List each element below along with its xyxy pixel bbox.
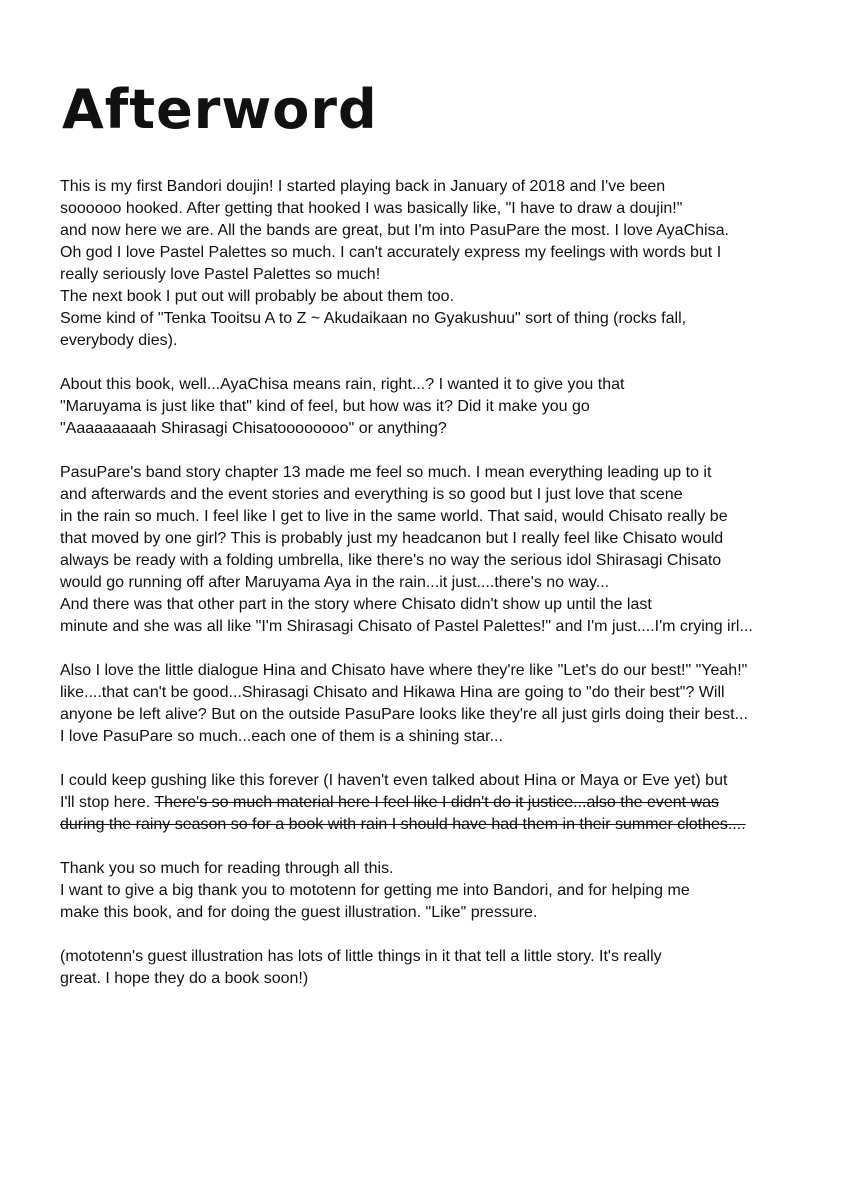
paragraph-gushing xyxy=(60,770,830,836)
text-line: PasuPare's band story chapter 13 made me feel so much. I mean everything leading up to it xyxy=(60,464,712,481)
struck-text-line: during the rainy season so for a book with rain I should have had them in their summer clothes.... xyxy=(60,816,746,833)
struck-text: There's so much material here I feel like I didn't do it justice...also the event was xyxy=(154,794,719,811)
text-line: I love PasuPare so much...each one of them is a shining star... xyxy=(60,728,503,745)
paragraph-thanks xyxy=(60,858,830,924)
text-line: and afterwards and the event stories and everything is so good but I just love that scene xyxy=(60,486,683,503)
text-line: in the rain so much. I feel like I get to live in the same world. That said, would Chisato really be xyxy=(60,508,728,525)
text-line: and now here we are. All the bands are great, but I'm into PasuPare the most. I love AyaChisa. xyxy=(60,222,729,239)
text-line: anyone be left alive? But on the outside PasuPare looks like they're all just girls doing their best... xyxy=(60,706,748,723)
text-line: (mototenn's guest illustration has lots of little things in it that tell a little story. It's really xyxy=(60,948,662,965)
text-line: "Aaaaaaaaah Shirasagi Chisatoooooooo" or anything? xyxy=(60,420,447,437)
text-line: Oh god I love Pastel Palettes so much. I can't accurately express my feelings with words but I xyxy=(60,244,722,261)
text-line: This is my first Bandori doujin! I started playing back in January of 2018 and I've been xyxy=(60,178,666,195)
paragraph-dialogue xyxy=(60,660,830,748)
paragraph-intro xyxy=(60,176,830,352)
paragraph-about-book xyxy=(60,374,830,440)
text-line: I could keep gushing like this forever (I haven't even talked about Hina or Maya or Eve yet) but xyxy=(60,772,728,789)
text-line: Some kind of "Tenka Tooitsu A to Z ~ Akudaikaan no Gyakushuu" sort of thing (rocks fall, xyxy=(60,310,687,327)
text-line: make this book, and for doing the guest illustration. "Like" pressure. xyxy=(60,904,538,921)
text-line: And there was that other part in the story where Chisato didn't show up until the last xyxy=(60,596,652,613)
text-segment: I'll stop here. xyxy=(60,794,151,811)
text-line: "Maruyama is just like that" kind of feel, but how was it? Did it make you go xyxy=(60,398,590,415)
text-line: Also I love the little dialogue Hina and Chisato have where they're like "Let's do our best!" "Yeah!" xyxy=(60,662,748,679)
text-line: I want to give a big thank you to mototenn for getting me into Bandori, and for helping me xyxy=(60,882,690,899)
page-title: Afterword xyxy=(62,78,378,141)
text-line-mixed xyxy=(60,792,830,814)
paragraph-guest-illustration xyxy=(60,946,830,990)
text-line: everybody dies). xyxy=(60,332,178,349)
text-line: About this book, well...AyaChisa means rain, right...? I wanted it to give you that xyxy=(60,376,625,393)
text-line: like....that can't be good...Shirasagi Chisato and Hikawa Hina are going to "do their best"? Will xyxy=(60,684,725,701)
text-line: soooooo hooked. After getting that hooked I was basically like, "I have to draw a doujin!" xyxy=(60,200,683,217)
text-line: Thank you so much for reading through all this. xyxy=(60,860,394,877)
text-line: really seriously love Pastel Palettes so much! xyxy=(60,266,381,283)
text-line: would go running off after Maruyama Aya in the rain...it just....there's no way... xyxy=(60,574,610,591)
text-line: great. I hope they do a book soon!) xyxy=(60,970,309,987)
text-line: always be ready with a folding umbrella, like there's no way the serious idol Shirasagi Chisato xyxy=(60,552,722,569)
paragraph-band-story xyxy=(60,462,830,638)
text-line: The next book I put out will probably be about them too. xyxy=(60,288,455,305)
afterword-body xyxy=(60,176,830,1012)
text-line: minute and she was all like "I'm Shirasagi Chisato of Pastel Palettes!" and I'm just....I'm crying irl... xyxy=(60,618,753,635)
text-line: that moved by one girl? This is probably just my headcanon but I really feel like Chisato would xyxy=(60,530,724,547)
